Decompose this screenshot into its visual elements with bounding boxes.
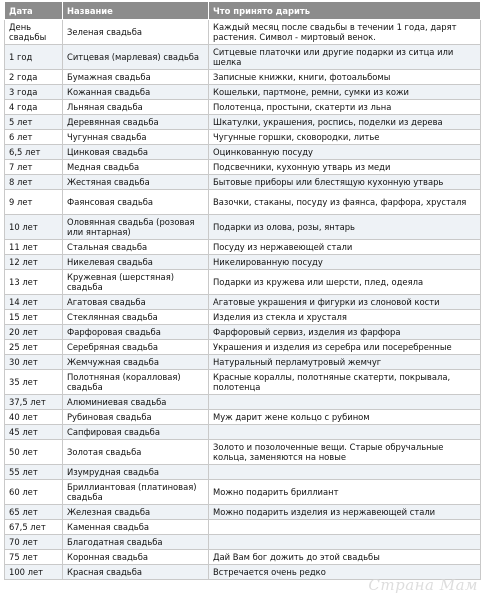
cell-date: 11 лет: [5, 240, 63, 255]
cell-date: 9 лет: [5, 190, 63, 215]
table-row: [5, 550, 481, 565]
cell-date: День свадьбы: [5, 20, 63, 45]
cell-gift: Ситцевые платочки или другие подарки из ситца или шелка: [209, 45, 481, 70]
cell-gift: Красные кораллы, полотняные скатерти, покрывала, полотенца: [209, 370, 481, 395]
cell-name: Рубиновая свадьба: [63, 410, 209, 425]
cell-date: 100 лет: [5, 565, 63, 580]
table-row: [5, 270, 481, 295]
table-row: [5, 395, 481, 410]
cell-gift: Дай Вам бог дожить до этой свадьбы: [209, 550, 481, 565]
site-watermark: Страна Мам: [368, 576, 478, 594]
table-row: [5, 45, 481, 70]
cell-date: 6,5 лет: [5, 145, 63, 160]
table-row: [5, 175, 481, 190]
cell-date: 12 лет: [5, 255, 63, 270]
table-row: [5, 190, 481, 215]
table-row: [5, 85, 481, 100]
table-row: [5, 440, 481, 465]
cell-date: 1 год: [5, 45, 63, 70]
cell-name: Каменная свадьба: [63, 520, 209, 535]
cell-name: Полотняная (коралловая) свадьба: [63, 370, 209, 395]
cell-date: 13 лет: [5, 270, 63, 295]
cell-gift: Посуду из нержавеющей стали: [209, 240, 481, 255]
table-row: [5, 355, 481, 370]
cell-gift: Золото и позолоченные вещи. Старые обручальные кольца, заменяются на новые: [209, 440, 481, 465]
cell-name: Красная свадьба: [63, 565, 209, 580]
cell-gift: Натуральный перламутровый жемчуг: [209, 355, 481, 370]
cell-date: 15 лет: [5, 310, 63, 325]
cell-name: Железная свадьба: [63, 505, 209, 520]
cell-name: Кожанная свадьба: [63, 85, 209, 100]
table-row: [5, 100, 481, 115]
header-gift: Что принято дарить: [209, 2, 481, 20]
table-row: [5, 255, 481, 270]
table-row: [5, 535, 481, 550]
cell-name: Жемчужная свадьба: [63, 355, 209, 370]
cell-date: 70 лет: [5, 535, 63, 550]
cell-date: 67,5 лет: [5, 520, 63, 535]
table-row: [5, 425, 481, 440]
cell-name: Серебряная свадьба: [63, 340, 209, 355]
cell-gift: Бытовые приборы или блестящую кухонную утварь: [209, 175, 481, 190]
table-row: [5, 20, 481, 45]
cell-gift: [209, 395, 481, 410]
table-row: [5, 565, 481, 580]
header-name: Название: [63, 2, 209, 20]
cell-gift: Муж дарит жене кольцо с рубином: [209, 410, 481, 425]
cell-name: Деревянная свадьба: [63, 115, 209, 130]
table-row: [5, 340, 481, 355]
cell-name: Оловянная свадьба (розовая или янтарная): [63, 215, 209, 240]
table-row: [5, 520, 481, 535]
cell-date: 45 лет: [5, 425, 63, 440]
cell-name: Стеклянная свадьба: [63, 310, 209, 325]
table-row: [5, 70, 481, 85]
cell-name: Изумрудная свадьба: [63, 465, 209, 480]
cell-name: Благодатная свадьба: [63, 535, 209, 550]
cell-gift: Никелированную посуду: [209, 255, 481, 270]
table-row: [5, 115, 481, 130]
cell-date: 37,5 лет: [5, 395, 63, 410]
cell-date: 55 лет: [5, 465, 63, 480]
cell-gift: Агатовые украшения и фигурки из слоновой кости: [209, 295, 481, 310]
cell-name: Чугунная свадьба: [63, 130, 209, 145]
cell-name: Фаянсовая свадьба: [63, 190, 209, 215]
cell-gift: Можно подарить изделия из нержавеющей стали: [209, 505, 481, 520]
cell-date: 75 лет: [5, 550, 63, 565]
cell-name: Ситцевая (марлевая) свадьба: [63, 45, 209, 70]
cell-date: 25 лет: [5, 340, 63, 355]
cell-gift: Оцинкованную посуду: [209, 145, 481, 160]
cell-date: 4 года: [5, 100, 63, 115]
cell-date: 30 лет: [5, 355, 63, 370]
cell-gift: Фарфоровый сервиз, изделия из фарфора: [209, 325, 481, 340]
cell-name: Жестяная свадьба: [63, 175, 209, 190]
cell-gift: Шкатулки, украшения, роспись, поделки из дерева: [209, 115, 481, 130]
table-row: [5, 215, 481, 240]
table-row: [5, 480, 481, 505]
cell-gift: Записные книжки, книги, фотоальбомы: [209, 70, 481, 85]
cell-gift: Полотенца, простыни, скатерти из льна: [209, 100, 481, 115]
table-row: [5, 295, 481, 310]
table-row: [5, 370, 481, 395]
cell-date: 10 лет: [5, 215, 63, 240]
cell-date: 8 лет: [5, 175, 63, 190]
cell-name: Льняная свадьба: [63, 100, 209, 115]
cell-name: Зеленая свадьба: [63, 20, 209, 45]
cell-gift: Вазочки, стаканы, посуду из фаянса, фарфора, хрусталя: [209, 190, 481, 215]
table-row: [5, 160, 481, 175]
cell-date: 3 года: [5, 85, 63, 100]
table-row: [5, 465, 481, 480]
cell-name: Золотая свадьба: [63, 440, 209, 465]
cell-name: Агатовая свадьба: [63, 295, 209, 310]
table-row: [5, 505, 481, 520]
cell-gift: Можно подарить бриллиант: [209, 480, 481, 505]
cell-name: Бриллиантовая (платиновая) свадьба: [63, 480, 209, 505]
table-header-row: [5, 2, 481, 20]
cell-gift: [209, 520, 481, 535]
cell-gift: Кошельки, партмоне, ремни, сумки из кожи: [209, 85, 481, 100]
cell-date: 20 лет: [5, 325, 63, 340]
cell-name: Стальная свадьба: [63, 240, 209, 255]
table-row: [5, 130, 481, 145]
table-row: [5, 145, 481, 160]
wedding-anniversary-table: [4, 1, 481, 580]
cell-gift: [209, 535, 481, 550]
table-row: [5, 240, 481, 255]
cell-gift: [209, 425, 481, 440]
cell-name: Коронная свадьба: [63, 550, 209, 565]
table-row: [5, 310, 481, 325]
cell-date: 7 лет: [5, 160, 63, 175]
table-row: [5, 325, 481, 340]
cell-name: Сапфировая свадьба: [63, 425, 209, 440]
cell-name: Медная свадьба: [63, 160, 209, 175]
cell-gift: Встречается очень редко: [209, 565, 481, 580]
cell-gift: Чугунные горшки, сковородки, литье: [209, 130, 481, 145]
cell-date: 50 лет: [5, 440, 63, 465]
cell-name: Никелевая свадьба: [63, 255, 209, 270]
cell-gift: Подарки из кружева или шерсти, плед, одеяла: [209, 270, 481, 295]
cell-name: Цинковая свадьба: [63, 145, 209, 160]
header-date: Дата: [5, 2, 63, 20]
cell-date: 2 года: [5, 70, 63, 85]
cell-name: Алюминиевая свадьба: [63, 395, 209, 410]
cell-gift: Каждый месяц после свадьбы в течении 1 года, дарят растения. Символ - миртовый венок.: [209, 20, 481, 45]
cell-date: 60 лет: [5, 480, 63, 505]
cell-date: 65 лет: [5, 505, 63, 520]
cell-date: 5 лет: [5, 115, 63, 130]
cell-name: Кружевная (шерстяная) свадьба: [63, 270, 209, 295]
cell-date: 6 лет: [5, 130, 63, 145]
cell-gift: Подарки из олова, розы, янтарь: [209, 215, 481, 240]
cell-gift: Изделия из стекла и хрусталя: [209, 310, 481, 325]
cell-date: 40 лет: [5, 410, 63, 425]
cell-date: 35 лет: [5, 370, 63, 395]
cell-name: Бумажная свадьба: [63, 70, 209, 85]
cell-name: Фарфоровая свадьба: [63, 325, 209, 340]
cell-gift: [209, 465, 481, 480]
cell-gift: Украшения и изделия из серебра или посеребренные: [209, 340, 481, 355]
cell-date: 14 лет: [5, 295, 63, 310]
cell-gift: Подсвечники, кухонную утварь из меди: [209, 160, 481, 175]
table-row: [5, 410, 481, 425]
